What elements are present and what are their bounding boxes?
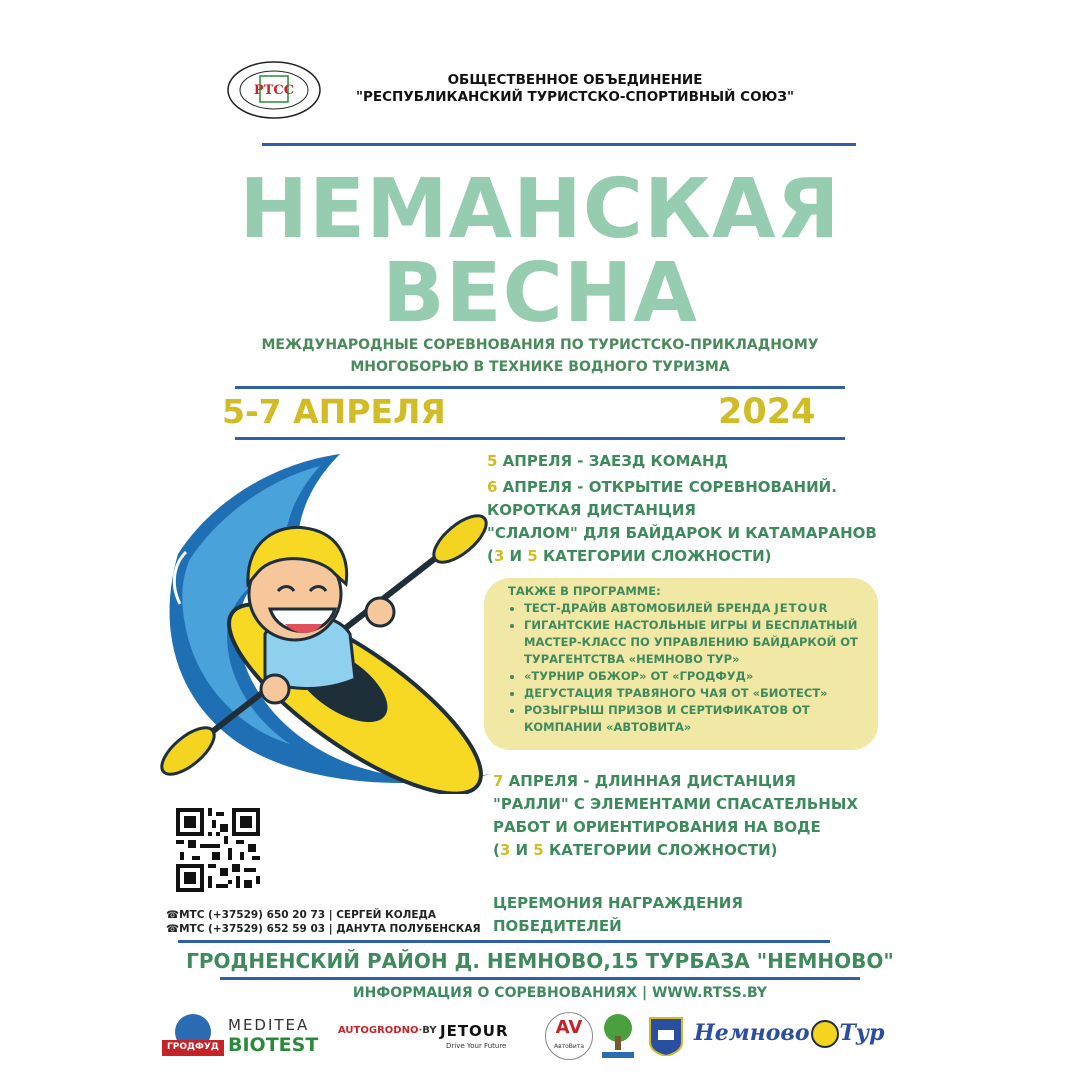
contact-line[interactable]: ☎МТС (+37529) 650 20 73 | СЕРГЕЙ КОЛЕДА <box>166 909 436 921</box>
date-range: 5-7 АПРЕЛЯ <box>222 392 446 431</box>
kayaker-illustration <box>150 444 498 794</box>
subtitle <box>0 334 1080 378</box>
subtitle-line-2: МНОГОБОРЬЮ В ТЕХНИКЕ ВОДНОГО ТУРИЗМА <box>350 359 730 375</box>
address-text: ТУРБАЗА "НЕМНОВО" <box>638 949 894 973</box>
schedule-text: КОРОТКАЯ ДИСТАНЦИЯ <box>487 501 696 519</box>
schedule-text: ( <box>487 547 494 565</box>
contacts <box>166 908 481 936</box>
category-number: 5 <box>527 547 538 565</box>
program-item: • «ТУРНИР ОБЖОР» ОТ «ГРОДФУД» <box>524 668 870 685</box>
logo-text: РТСС <box>253 83 295 98</box>
ceremony-line: ПОБЕДИТЕЛЕЙ <box>493 917 622 935</box>
paddle-blade <box>426 508 493 571</box>
program-box <box>484 578 878 750</box>
program-item: • ДЕГУСТАЦИЯ ТРАВЯНОГО ЧАЯ ОТ «БИОТЕСТ» <box>524 685 870 702</box>
program-item: • ГИГАНТСКИЕ НАСТОЛЬНЫЕ ИГРЫ И БЕСПЛАТНЫЙ МАСТЕР-КЛАСС ПО УПРАВЛЕНИЮ БАЙДАРКОЙ ОТ ТУРАГЕНТСТВА «НЕМНОВО ТУР» <box>524 617 870 668</box>
schedule-text: АПРЕЛЯ - ЗАЕЗД КОМАНД <box>497 452 728 470</box>
schedule-text: КАТЕГОРИИ СЛОЖНОСТИ) <box>543 841 778 859</box>
schedule-day-7 <box>493 770 858 862</box>
schedule-day-5 <box>487 450 728 473</box>
category-number: 5 <box>533 841 544 859</box>
biotest-logo: BIOTEST <box>228 1034 319 1056</box>
paddle-blade <box>154 720 221 783</box>
day-number: 7 <box>493 772 504 790</box>
info-label: ИНФОРМАЦИЯ О СОРЕВНОВАНИЯХ | <box>352 985 652 1001</box>
grodfood-logo <box>160 1012 226 1060</box>
schedule-text: ( <box>493 841 500 859</box>
schedule-day-6 <box>487 476 877 568</box>
sun-icon <box>811 1020 839 1048</box>
category-number: 3 <box>493 547 505 565</box>
schedule-text: КАТЕГОРИИ СЛОЖНОСТИ) <box>537 547 772 565</box>
tour-text: Тур <box>839 1020 885 1046</box>
org-line-1: ОБЩЕСТВЕННОЕ ОБЪЕДИНЕНИЕ <box>447 72 703 88</box>
autovita-logo <box>545 1012 593 1060</box>
org-line-2: "РЕСПУБЛИКАНСКИЙ ТУРИСТСКО-СПОРТИВНЫЙ СОЮЗ" <box>355 89 795 105</box>
organization-name <box>0 72 1080 106</box>
autovita-mark-icon: AV <box>555 1017 583 1038</box>
schedule-text: АПРЕЛЯ - ДЛИННАЯ ДИСТАНЦИЯ <box>503 772 796 790</box>
website-link[interactable]: WWW.RTSS.BY <box>651 985 768 1001</box>
info-line <box>0 984 1080 1002</box>
autovita-text: АвтоВита <box>554 1043 584 1050</box>
divider <box>262 143 856 146</box>
meditea-logo: MEDITEA <box>228 1016 310 1034</box>
schedule-text: РАБОТ И ОРИЕНТИРОВАНИЯ НА ВОДЕ <box>493 818 821 836</box>
nemnovo-tour-logo <box>694 1020 884 1048</box>
program-list <box>484 600 878 736</box>
ceremony <box>493 892 743 938</box>
jetour-tagline: Drive Your Future <box>446 1042 507 1050</box>
contact-line[interactable]: ☎МТС (+37529) 652 59 03 | ДАНУТА ПОЛУБЕНСКАЯ <box>166 923 481 935</box>
category-number: 3 <box>499 841 511 859</box>
grodfood-text: ГРОДФУД <box>167 1042 219 1052</box>
subtitle-line-1: МЕЖДУНАРОДНЫЕ СОРЕВНОВАНИЯ ПО ТУРИСТСКО-ПРИКЛАДНОМУ <box>261 337 819 353</box>
schedule-text: И <box>504 547 528 565</box>
program-item-text: ТЕСТ-ДРАЙВ АВТОМОБИЛЕЙ БРЕНДА <box>524 601 775 615</box>
jetour-logo: JETOUR <box>440 1022 509 1040</box>
autogrodno-logo: AUTOGRODNO·BY <box>338 1025 437 1036</box>
qr-code[interactable] <box>176 808 260 892</box>
ceremony-line: ЦЕРЕМОНИЯ НАГРАЖДЕНИЯ <box>493 894 743 912</box>
schedule-text: "СЛАЛОМ" ДЛЯ БАЙДАРОК И КАТАМАРАНОВ <box>487 524 877 542</box>
schedule-text: "РАЛЛИ" С ЭЛЕМЕНТАМИ СПАСАТЕЛЬНЫХ <box>493 795 858 813</box>
program-heading: ТАКЖЕ В ПРОГРАММЕ: <box>508 584 661 598</box>
by-text: BY <box>422 1025 437 1036</box>
globe-icon <box>160 1012 226 1060</box>
address-number: 15 <box>610 949 639 973</box>
venue-address <box>0 948 1080 974</box>
divider <box>220 977 860 980</box>
address-text: ГРОДНЕНСКИЙ РАЙОН Д. НЕМНОВО, <box>186 949 611 973</box>
coat-of-arms-icon <box>648 1016 684 1056</box>
jetour-brand-text: JETOUR <box>774 601 829 615</box>
title-line-2: ВЕСНА <box>382 246 698 341</box>
divider <box>235 437 845 440</box>
autogrodno-text: AUTOGRODNO <box>338 1025 419 1036</box>
program-item <box>524 600 870 617</box>
divider <box>235 386 845 389</box>
tree-emblem-icon <box>600 1012 636 1058</box>
schedule-text: И <box>510 841 534 859</box>
title-line-1: НЕМАНСКАЯ <box>239 162 841 257</box>
event-year: 2024 <box>718 392 816 432</box>
divider <box>178 940 830 943</box>
day-number: 5 <box>487 452 498 470</box>
program-item: • РОЗЫГРЫШ ПРИЗОВ И СЕРТИФИКАТОВ ОТ КОМПАНИИ «АВТОВИТА» <box>524 702 870 736</box>
schedule-text: АПРЕЛЯ - ОТКРЫТИЕ СОРЕВНОВАНИЙ. <box>497 478 837 496</box>
day-number: 6 <box>487 478 498 496</box>
nemnovo-text: Немново <box>694 1020 810 1046</box>
